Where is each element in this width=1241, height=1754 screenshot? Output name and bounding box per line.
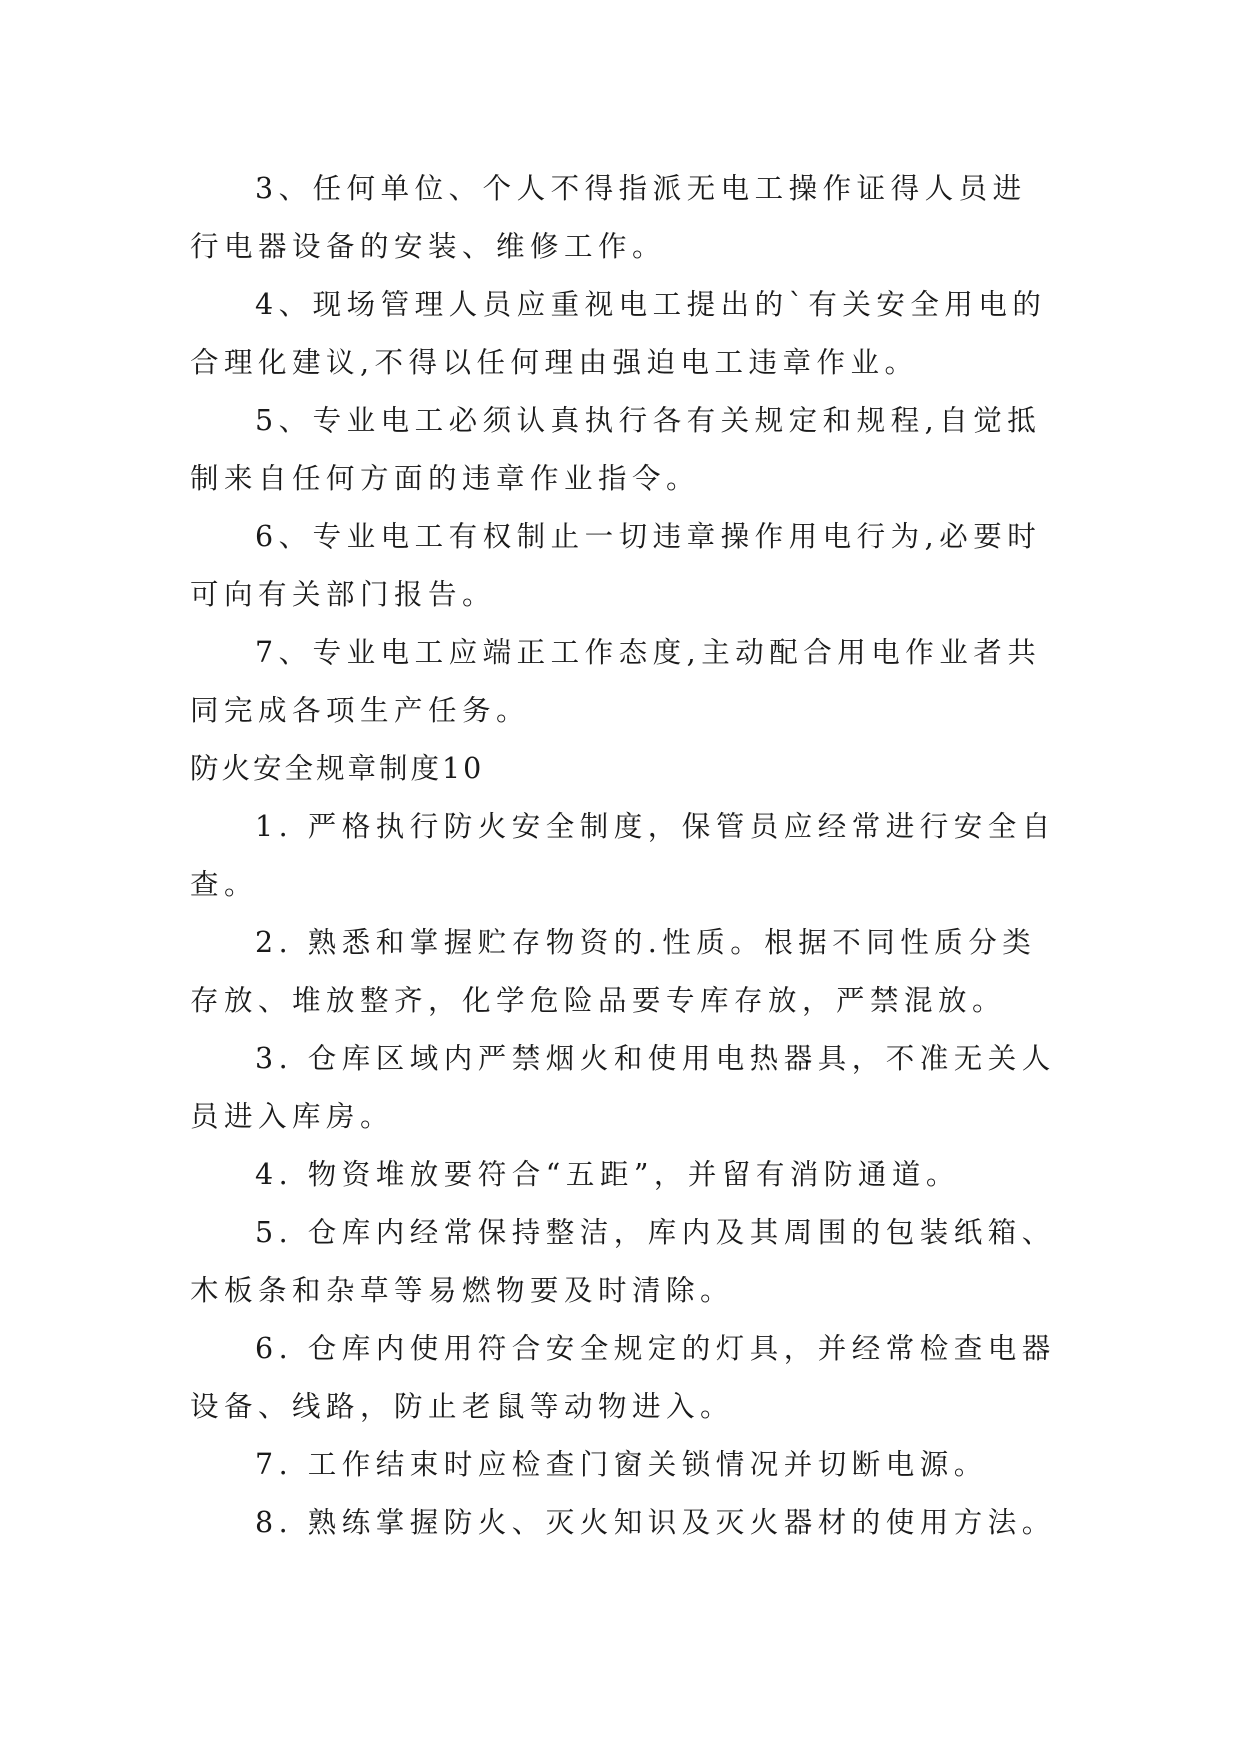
paragraph-item-5: 5、专业电工必须认真执行各有关规定和规程,自觉抵制来自任何方面的违章作业指令。 [190, 404, 1042, 495]
paragraph-item-4: 4、现场管理人员应重视电工提出的`有关安全用电的合理化建议,不得以任何理由强迫电工违章作业。 [190, 288, 1047, 379]
rule-item-8: 8. 熟练掌握防火、灭火知识及灭火器材的使用方法。 [255, 1506, 1056, 1539]
section-heading: 防火安全规章制度10 [190, 752, 485, 785]
rule-item-7: 7. 工作结束时应检查门窗关锁情况并切断电源。 [255, 1448, 988, 1481]
rule-item-6: 6. 仓库内使用符合安全规定的灯具，并经常检查电器设备、线路，防止老鼠等动物进入。 [190, 1332, 1056, 1423]
paragraph-item-7: 7、专业电工应端正工作态度,主动配合用电作业者共同完成各项生产任务。 [190, 636, 1042, 727]
rule-item-2: 2. 熟悉和掌握贮存物资的.性质。根据不同性质分类存放、堆放整齐，化学危险品要专库存放，严禁混放。 [190, 926, 1037, 1017]
paragraph-item-3: 3、任何单位、个人不得指派无电工操作证得人员进行电器设备的安装、维修工作。 [190, 172, 1027, 263]
paragraph-item-6: 6、专业电工有权制止一切违章操作用电行为,必要时可向有关部门报告。 [190, 520, 1042, 611]
rule-item-4: 4. 物资堆放要符合“五距”，并留有消防通道。 [255, 1158, 960, 1191]
rule-item-3: 3. 仓库区域内严禁烟火和使用电热器具，不准无关人员进入库房。 [190, 1042, 1056, 1133]
rule-item-1: 1. 严格执行防火安全制度，保管员应经常进行安全自查。 [190, 810, 1056, 901]
rule-item-5: 5. 仓库内经常保持整洁，库内及其周围的包装纸箱、木板条和杂草等易燃物要及时清除。 [190, 1216, 1056, 1307]
document-body [190, 160, 1060, 1552]
